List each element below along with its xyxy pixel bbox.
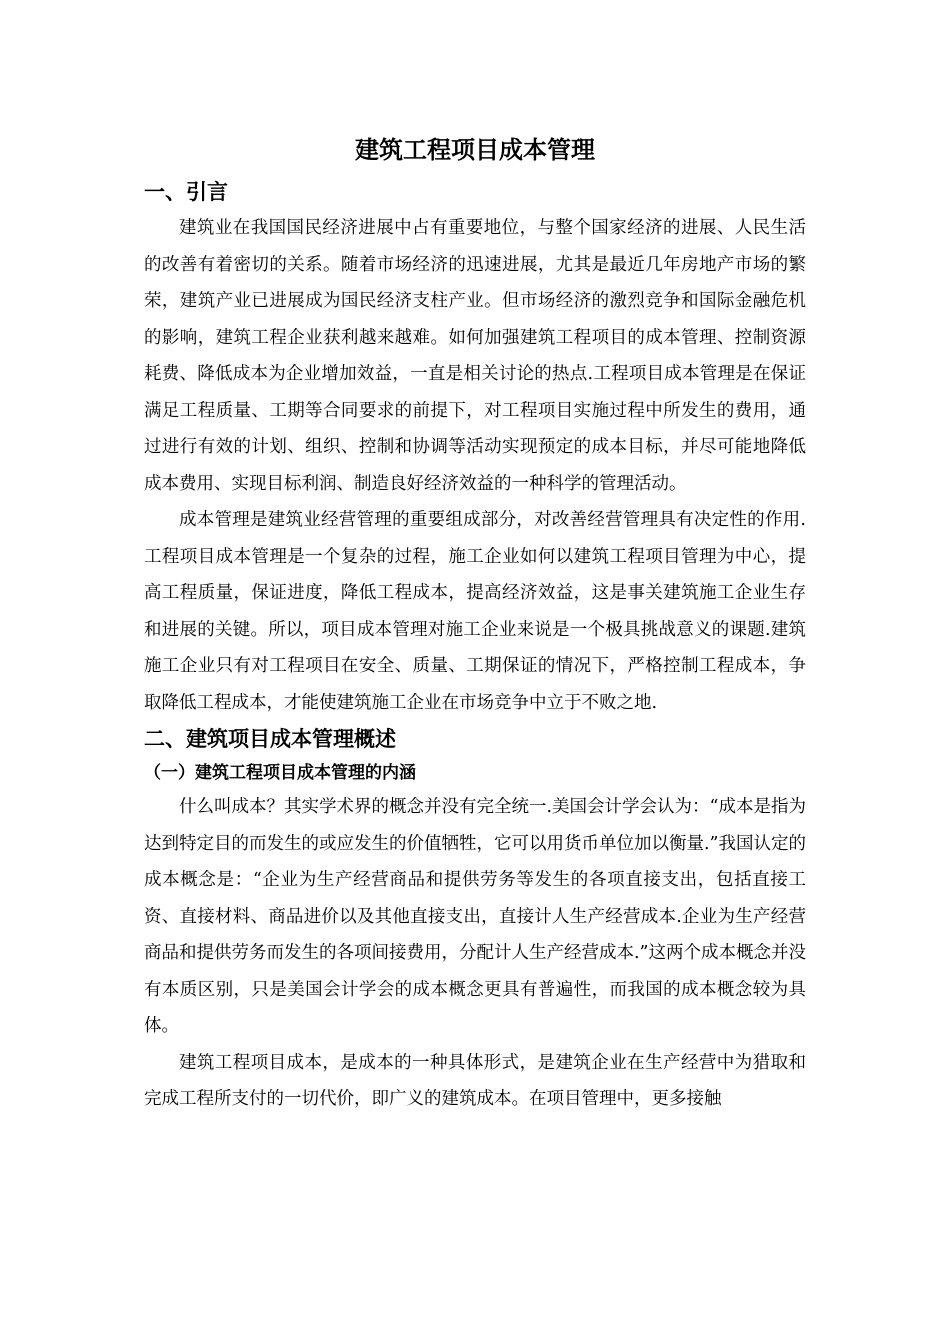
- section-heading-overview: 二、建筑项目成本管理概述: [144, 727, 396, 751]
- paragraph: 建筑工程项目成本，是成本的一种具体形式，是建筑企业在生产经营中为猎取和完成工程所支付的一切代价，即广义的建筑成本。在项目管理中，更多接触: [144, 1052, 806, 1109]
- document-title: 建筑工程项目成本管理: [355, 136, 595, 164]
- paragraph: 成本管理是建筑业经营管理的重要组成部分，对改善经营管理具有决定性的作用.工程项目成本管理是一个复杂的过程，施工企业如何以建筑工程项目管理为中心，提高工程质量，保证进度，降低工程成本，提高经济效益，这是事关建筑施工企业生存和进展的关键。所以，项目成本管理对施工企业来说是一个极具挑战意义的课题.建筑施工企业只有对工程项目在安全、质量、工期保证的情况下，严格控制工程成本，争取降低工程成本，才能使建筑施工企业在市场竞争中立于不败之地.: [144, 510, 806, 713]
- document-page: [144, 130, 806, 1118]
- paragraph: 什么叫成本？其实学术界的概念并没有完全统一.美国会计学会认为：“成本是指为达到特定目的而发生的或应发生的价值牺牲，它可以用货币单位加以衡量.”我国认定的成本概念是：“企业为生产经营商品和提供劳务等发生的各项直接支出，包括直接工资、直接材料、商品进价以及其他直接支出，直接计人生产经营成本.企业为生产经营商品和提供劳务而发生的各项间接费用，分配计人生产经营成本.”这两个成本概念并没有本质区别，只是美国会计学会的成本概念更具有普遍性，而我国的成本概念较为具体。: [144, 797, 807, 1036]
- subsection-heading-connotation: （一）建筑工程项目成本管理的内涵: [144, 763, 416, 783]
- section-heading-introduction: 一、引言: [144, 180, 228, 204]
- paragraph: 建筑业在我国国民经济进展中占有重要地位，与整个国家经济的进展、人民生活的改善有着密切的关系。随着市场经济的迅速进展，尤其是最近几年房地产市场的繁荣，建筑产业已进展成为国民经济支柱产业。但市场经济的激烈竞争和国际金融危机的影响，建筑工程企业获利越来越难。如何加强建筑工程项目的成本管理、控制资源耗费、降低成本为企业增加效益，一直是相关讨论的热点.工程项目成本管理是在保证满足工程质量、工期等合同要求的前提下，对工程项目实施过程中所发生的费用，通过进行有效的计划、组织、控制和协调等活动实现预定的成本目标，并尽可能地降低成本费用、实现目标利润、制造良好经济效益的一种科学的管理活动。: [144, 218, 806, 494]
